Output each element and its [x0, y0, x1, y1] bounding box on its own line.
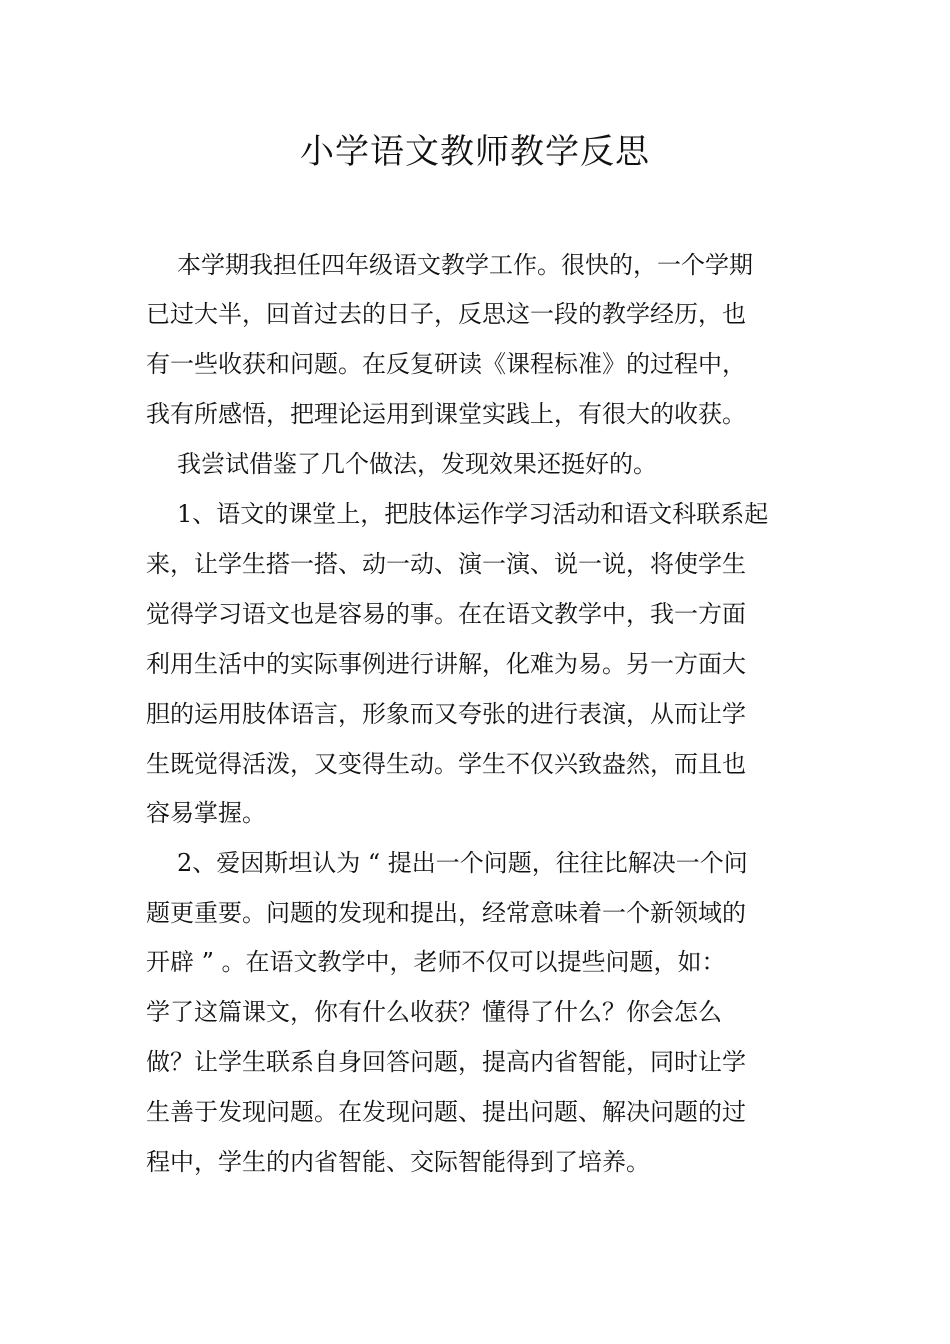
- text-line: 容易掌握。: [146, 799, 266, 827]
- text-line: 生既觉得活泼，又变得生动。学生不仅兴致盎然，而且也: [146, 750, 746, 778]
- text-line: 本学期我担任四年级语文教学工作。很快的，一个学期: [177, 251, 753, 279]
- text-line: 觉得学习语文也是容易的事。在在语文教学中，我一方面: [146, 600, 746, 628]
- text-line: 程中，学生的内省智能、交际智能得到了培养。: [146, 1148, 650, 1176]
- text-line: 学了这篇课文，你有什么收获？懂得了什么？你会怎么: [146, 998, 722, 1026]
- text-line: 来，让学生搭一搭、动一动、演一演、说一说，将使学生: [146, 550, 746, 578]
- text-line: 利用生活中的实际事例进行讲解，化难为易。另一方面大: [146, 650, 746, 678]
- text-line: 2、爱因斯坦认为 “ 提出一个问题，往往比解决一个问: [177, 849, 748, 877]
- text-line: 生善于发现问题。在发现问题、提出问题、解决问题的过: [146, 1098, 746, 1126]
- text-line: 开辟 ” 。在语文教学中，老师不仅可以提些问题，如：: [146, 948, 726, 976]
- text-line: 1、语文的课堂上，把肢体运作学习活动和语文科联系起: [177, 500, 769, 528]
- text-line: 我有所感悟，把理论运用到课堂实践上，有很大的收获。: [146, 400, 746, 428]
- text-line: 我尝试借鉴了几个做法，发现效果还挺好的。: [177, 450, 657, 478]
- text-line: 胆的运用肢体语言，形象而又夸张的进行表演，从而让学: [146, 700, 746, 728]
- document-title: 小学语文教师教学反思: [300, 132, 650, 172]
- text-line: 已过大半，回首过去的日子，反思这一段的教学经历，也: [146, 300, 746, 328]
- text-line: 题更重要。问题的发现和提出，经常意味着一个新领域的: [146, 899, 746, 927]
- text-line: 做？让学生联系自身回答问题，提高内省智能，同时让学: [146, 1048, 746, 1076]
- text-line: 有一些收获和问题。在反复研读《课程标准》的过程中，: [146, 350, 746, 378]
